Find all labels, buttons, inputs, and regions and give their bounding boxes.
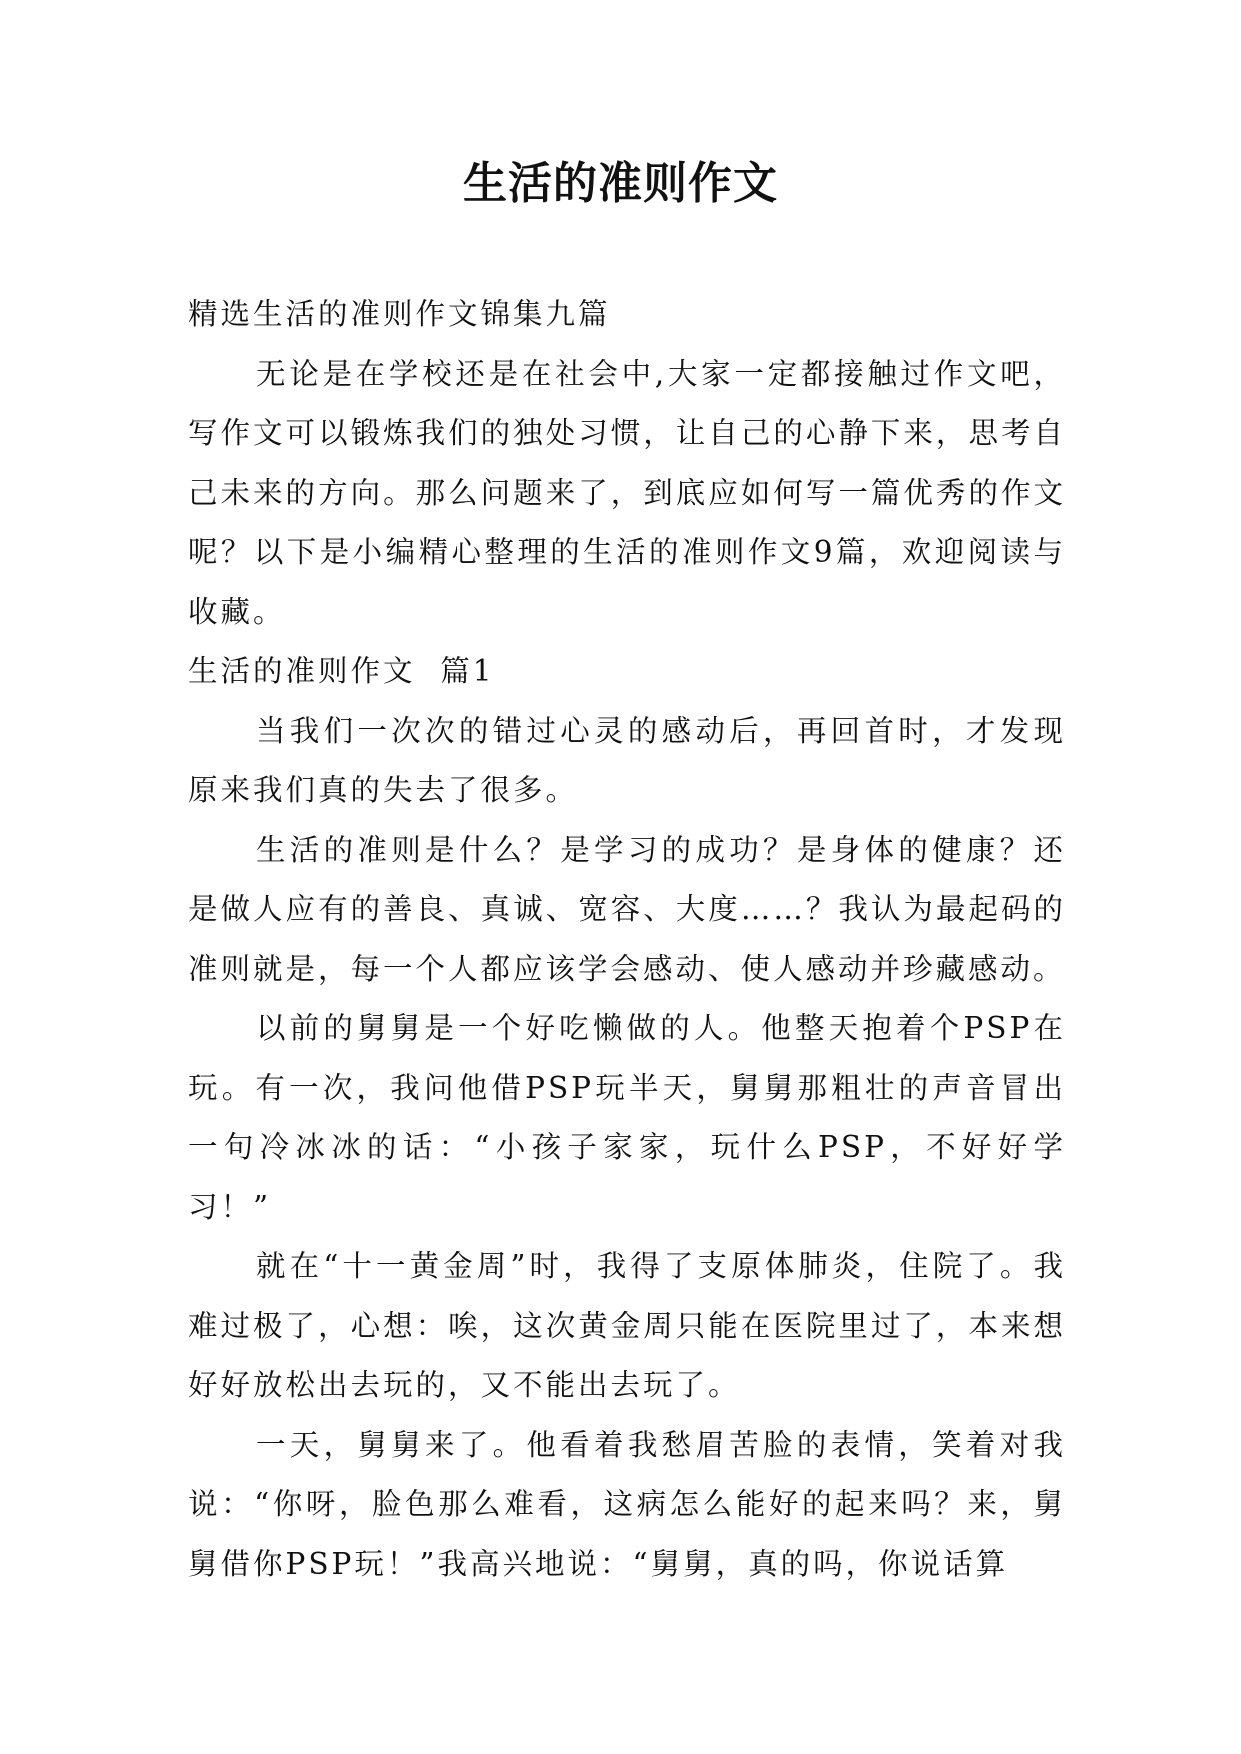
document-subtitle: 精选生活的准则作文锦集九篇 [188, 297, 611, 331]
body-paragraph-2: 生活的准则是什么？是学习的成功？是身体的健康？还是做人应有的善良、真诚、宽容、大度……？我认为最起码的准则就是，每一个人都应该学会感动、使人感动并珍藏感动。 [188, 832, 1066, 986]
intro-paragraph: 无论是在学校还是在社会中,大家一定都接触过作文吧，写作文可以锻炼我们的独处习惯，让自己的心静下来，思考自己未来的方向。那么问题来了，到底应如何写一篇优秀的作文呢？以下是小编精心整理的生活的准则作文9篇，欢迎阅读与收藏。 [188, 356, 1066, 629]
body-paragraph-4: 就在“十一黄金周”时，我得了支原体肺炎，住院了。我难过极了，心想：唉，这次黄金周只能在医院里过了，本来想好好放松出去玩的，又不能出去玩了。 [188, 1249, 1066, 1402]
section-heading: 生活的准则作文 篇1 [188, 654, 495, 688]
body-paragraph-1: 当我们一次次的错过心灵的感动后，再回首时，才发现原来我们真的失去了很多。 [188, 713, 1066, 807]
body-paragraph-3: 以前的舅舅是一个好吃懒做的人。他整天抱着个PSP在玩。有一次，我问他借PSP玩半天，舅舅那粗壮的声音冒出一句冷冰冰的话：“小孩子家家，玩什么PSP，不好好学习！” [188, 1011, 1066, 1224]
document-title: 生活的准则作文 [463, 158, 778, 209]
body-paragraph-5: 一天，舅舅来了。他看着我愁眉苦脸的表情，笑着对我说：“你呀，脸色那么难看，这病怎么能好的起来吗？来，舅舅借你PSP玩！”我高兴地说：“舅舅，真的吗，你说话算 [188, 1427, 1066, 1581]
document-body [188, 285, 1066, 1594]
